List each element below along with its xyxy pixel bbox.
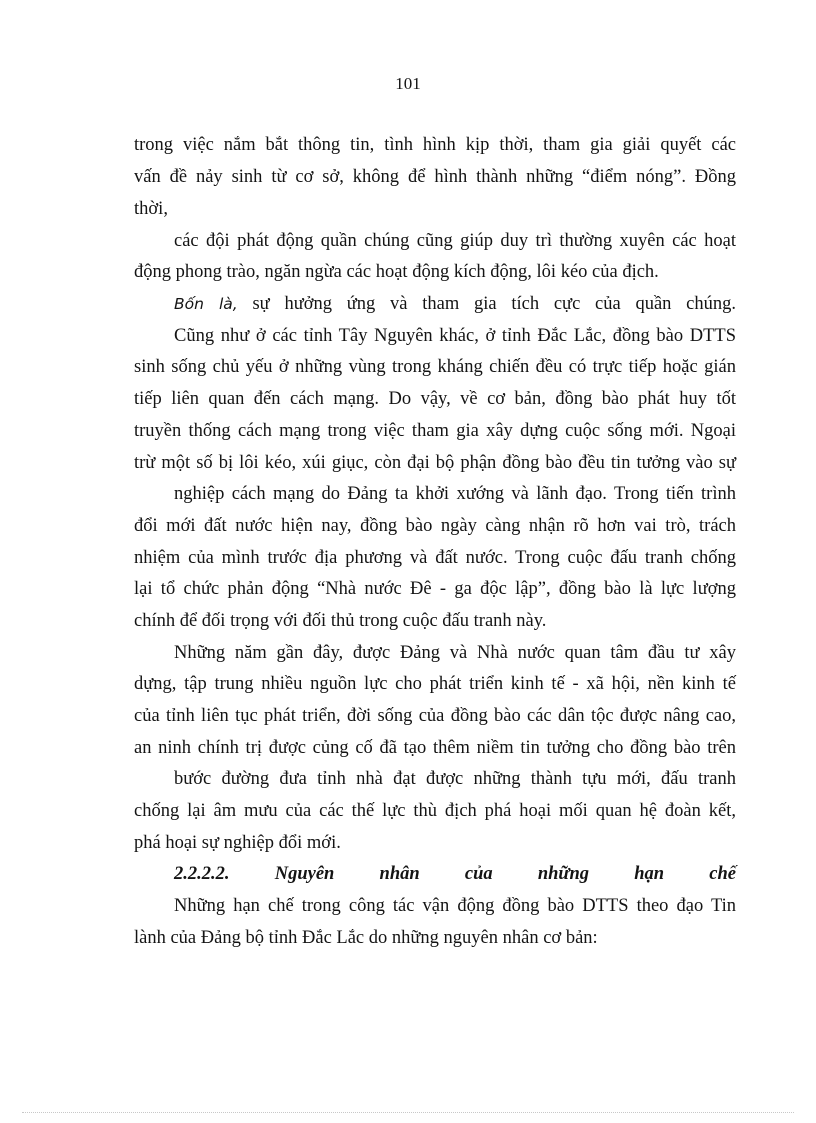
section-heading: 2.2.2.2. Nguyên nhân của những hạn chế [174,864,736,884]
text-line: của tỉnh liên tục phát triển, đời sống của đồng bào các dân tộc được nâng cao, [134,706,736,726]
text-line: lại tổ chức phản động “Nhà nước Đê - ga độc lập”, đồng bào là lực lượng [134,579,736,599]
text-line: tiếp liên quan đến cách mạng. Do vậy, về cơ bản, đồng bào phát huy tốt [134,389,736,409]
text-line: vấn đề nảy sinh từ cơ sở, không để hình thành những “điểm nóng”. Đồng [134,167,736,187]
text-line: trừ một số bị lôi kéo, xúi giục, còn đại bộ phận đồng bào đều tin tưởng vào sự [134,453,736,473]
page-bottom-rule [22,1112,794,1113]
paragraph-lead-line [174,293,736,315]
text-line: trong việc nắm bắt thông tin, tình hình kịp thời, tham gia giải quyết các [134,135,736,155]
text-line: dựng, tập trung nhiều nguồn lực cho phát triển kinh tế - xã hội, nền kinh tế [134,674,736,694]
text-line: nhiệm của mình trước địa phương và đất nước. Trong cuộc đấu tranh chống [134,548,736,568]
text-line: thời, [134,199,168,219]
text-line: Những hạn chế trong công tác vận động đồng bào DTTS theo đạo Tin [174,896,736,916]
text-line: Những năm gần đây, được Đảng và Nhà nước quan tâm đầu tư xây [174,643,736,663]
text-line: nghiệp cách mạng do Đảng ta khởi xướng và lãnh đạo. Trong tiến trình [174,484,736,504]
text-line: truyền thống cách mạng trong việc tham gia xây dựng cuộc sống mới. Ngoại [134,421,736,441]
text-line: động phong trào, ngăn ngừa các hoạt động kích động, lôi kéo của địch. [134,262,659,282]
text-line: đổi mới đất nước hiện nay, đồng bào ngày càng nhận rõ hơn vai trò, trách [134,516,736,536]
text-line: an ninh chính trị được củng cố đã tạo thêm niềm tin tưởng cho đồng bào trên [134,738,736,758]
text-line: các đội phát động quần chúng cũng giúp duy trì thường xuyên các hoạt [174,231,736,251]
text-line: chính để đối trọng với đối thủ trong cuộc đấu tranh này. [134,611,547,631]
text-line: phá hoại sự nghiệp đổi mới. [134,833,341,853]
italic-lead: Bốn là, [174,295,238,313]
page-number: 101 [395,74,421,93]
text-line: lành của Đảng bộ tỉnh Đắc Lắc do những nguyên nhân cơ bản: [134,928,598,948]
text-line: Cũng như ở các tỉnh Tây Nguyên khác, ở tỉnh Đắc Lắc, đồng bào DTTS [174,326,736,346]
text-line: chống lại âm mưu của các thế lực thù địch phá hoại mối quan hệ đoàn kết, [134,801,736,821]
text-line: bước đường đưa tỉnh nhà đạt được những thành tựu mới, đấu tranh [174,769,736,789]
text-fragment: sự hưởng ứng và tham gia tích cực của quần chúng. [252,294,736,314]
text-line: sinh sống chủ yếu ở những vùng trong kháng chiến đều có trực tiếp hoặc gián [134,357,736,377]
